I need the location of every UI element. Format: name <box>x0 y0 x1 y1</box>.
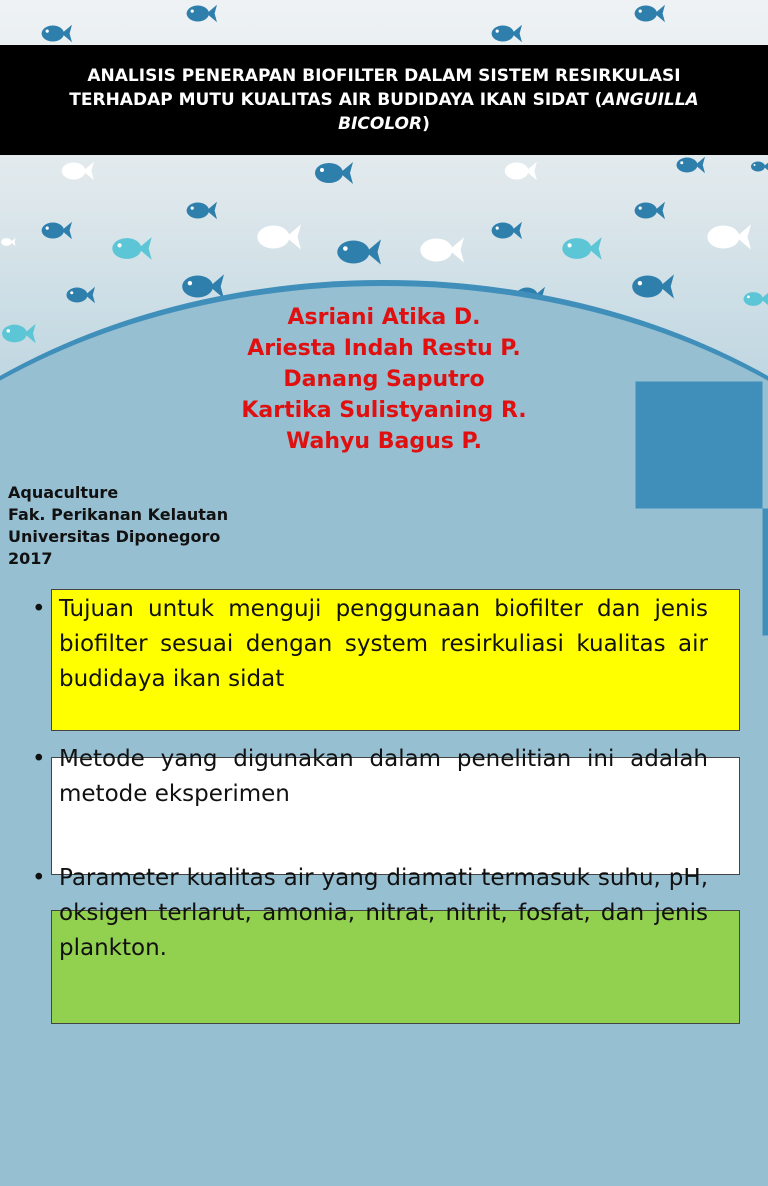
author-name: Kartika Sulistyaning R. <box>241 398 527 423</box>
title-line-2: TERHADAP MUTU KUALITAS AIR BUDIDAYA IKAN SIDAT ( <box>69 90 603 110</box>
fish-icon <box>335 237 381 267</box>
fish-icon <box>633 3 665 24</box>
fish-icon <box>705 222 751 252</box>
fish-icon <box>490 220 522 241</box>
bullet-icon: • <box>32 746 46 772</box>
fish-icon <box>560 235 602 262</box>
bullet-icon: • <box>32 596 46 622</box>
fish-icon <box>255 222 301 252</box>
fish-icon <box>40 23 72 44</box>
author-name: Ariesta Indah Restu P. <box>247 336 521 361</box>
fish-icon <box>630 272 674 301</box>
fish-icon <box>185 200 217 221</box>
fish-icon <box>503 160 537 182</box>
fish-icon <box>0 237 16 247</box>
fish-icon <box>675 155 705 175</box>
affiliation-year: 2017 <box>8 549 53 568</box>
affiliation <box>8 482 228 570</box>
title-close: ) <box>422 114 430 134</box>
fish-icon <box>418 235 464 265</box>
title-line-1: ANALISIS PENERAPAN BIOFILTER DALAM SISTEM RESIRKULASI <box>87 66 681 86</box>
bullet-item <box>32 742 708 812</box>
affiliation-program: Aquaculture <box>8 483 119 502</box>
fish-icon <box>60 160 94 182</box>
fish-icon <box>40 220 72 241</box>
slide-title <box>54 64 714 136</box>
author-name: Asriani Atika D. <box>287 305 481 330</box>
fish-icon <box>313 160 353 186</box>
bullet-text: Parameter kualitas air yang diamati termasuk suhu, pH, oksigen terlarut, amonia, nitrat, nitrit, fosfat, dan jenis plankton. <box>59 865 708 961</box>
title-italic: ANGUILLA BICOLOR <box>338 90 699 134</box>
affiliation-faculty: Fak. Perikanan Kelautan <box>8 505 229 524</box>
fish-icon <box>490 23 522 44</box>
bullet-text: Metode yang digunakan dalam penelitian ini adalah metode eksperimen <box>59 746 708 807</box>
affiliation-university: Universitas Diponegoro <box>8 527 221 546</box>
bullet-icon: • <box>32 865 46 891</box>
bullet-text: Tujuan untuk menguji penggunaan biofilter dan jenis biofilter sesuai dengan system resirkuliasi kualitas air budidaya ikan sidat <box>59 596 708 692</box>
author-list <box>0 302 768 457</box>
fish-icon <box>750 160 768 173</box>
fish-icon <box>633 200 665 221</box>
author-name: Wahyu Bagus P. <box>286 429 482 454</box>
fish-icon <box>185 3 217 24</box>
bullet-item <box>32 861 708 966</box>
title-bar <box>0 45 768 155</box>
bullet-item <box>32 592 708 697</box>
author-name: Danang Saputro <box>283 367 485 392</box>
fish-icon <box>110 235 152 262</box>
